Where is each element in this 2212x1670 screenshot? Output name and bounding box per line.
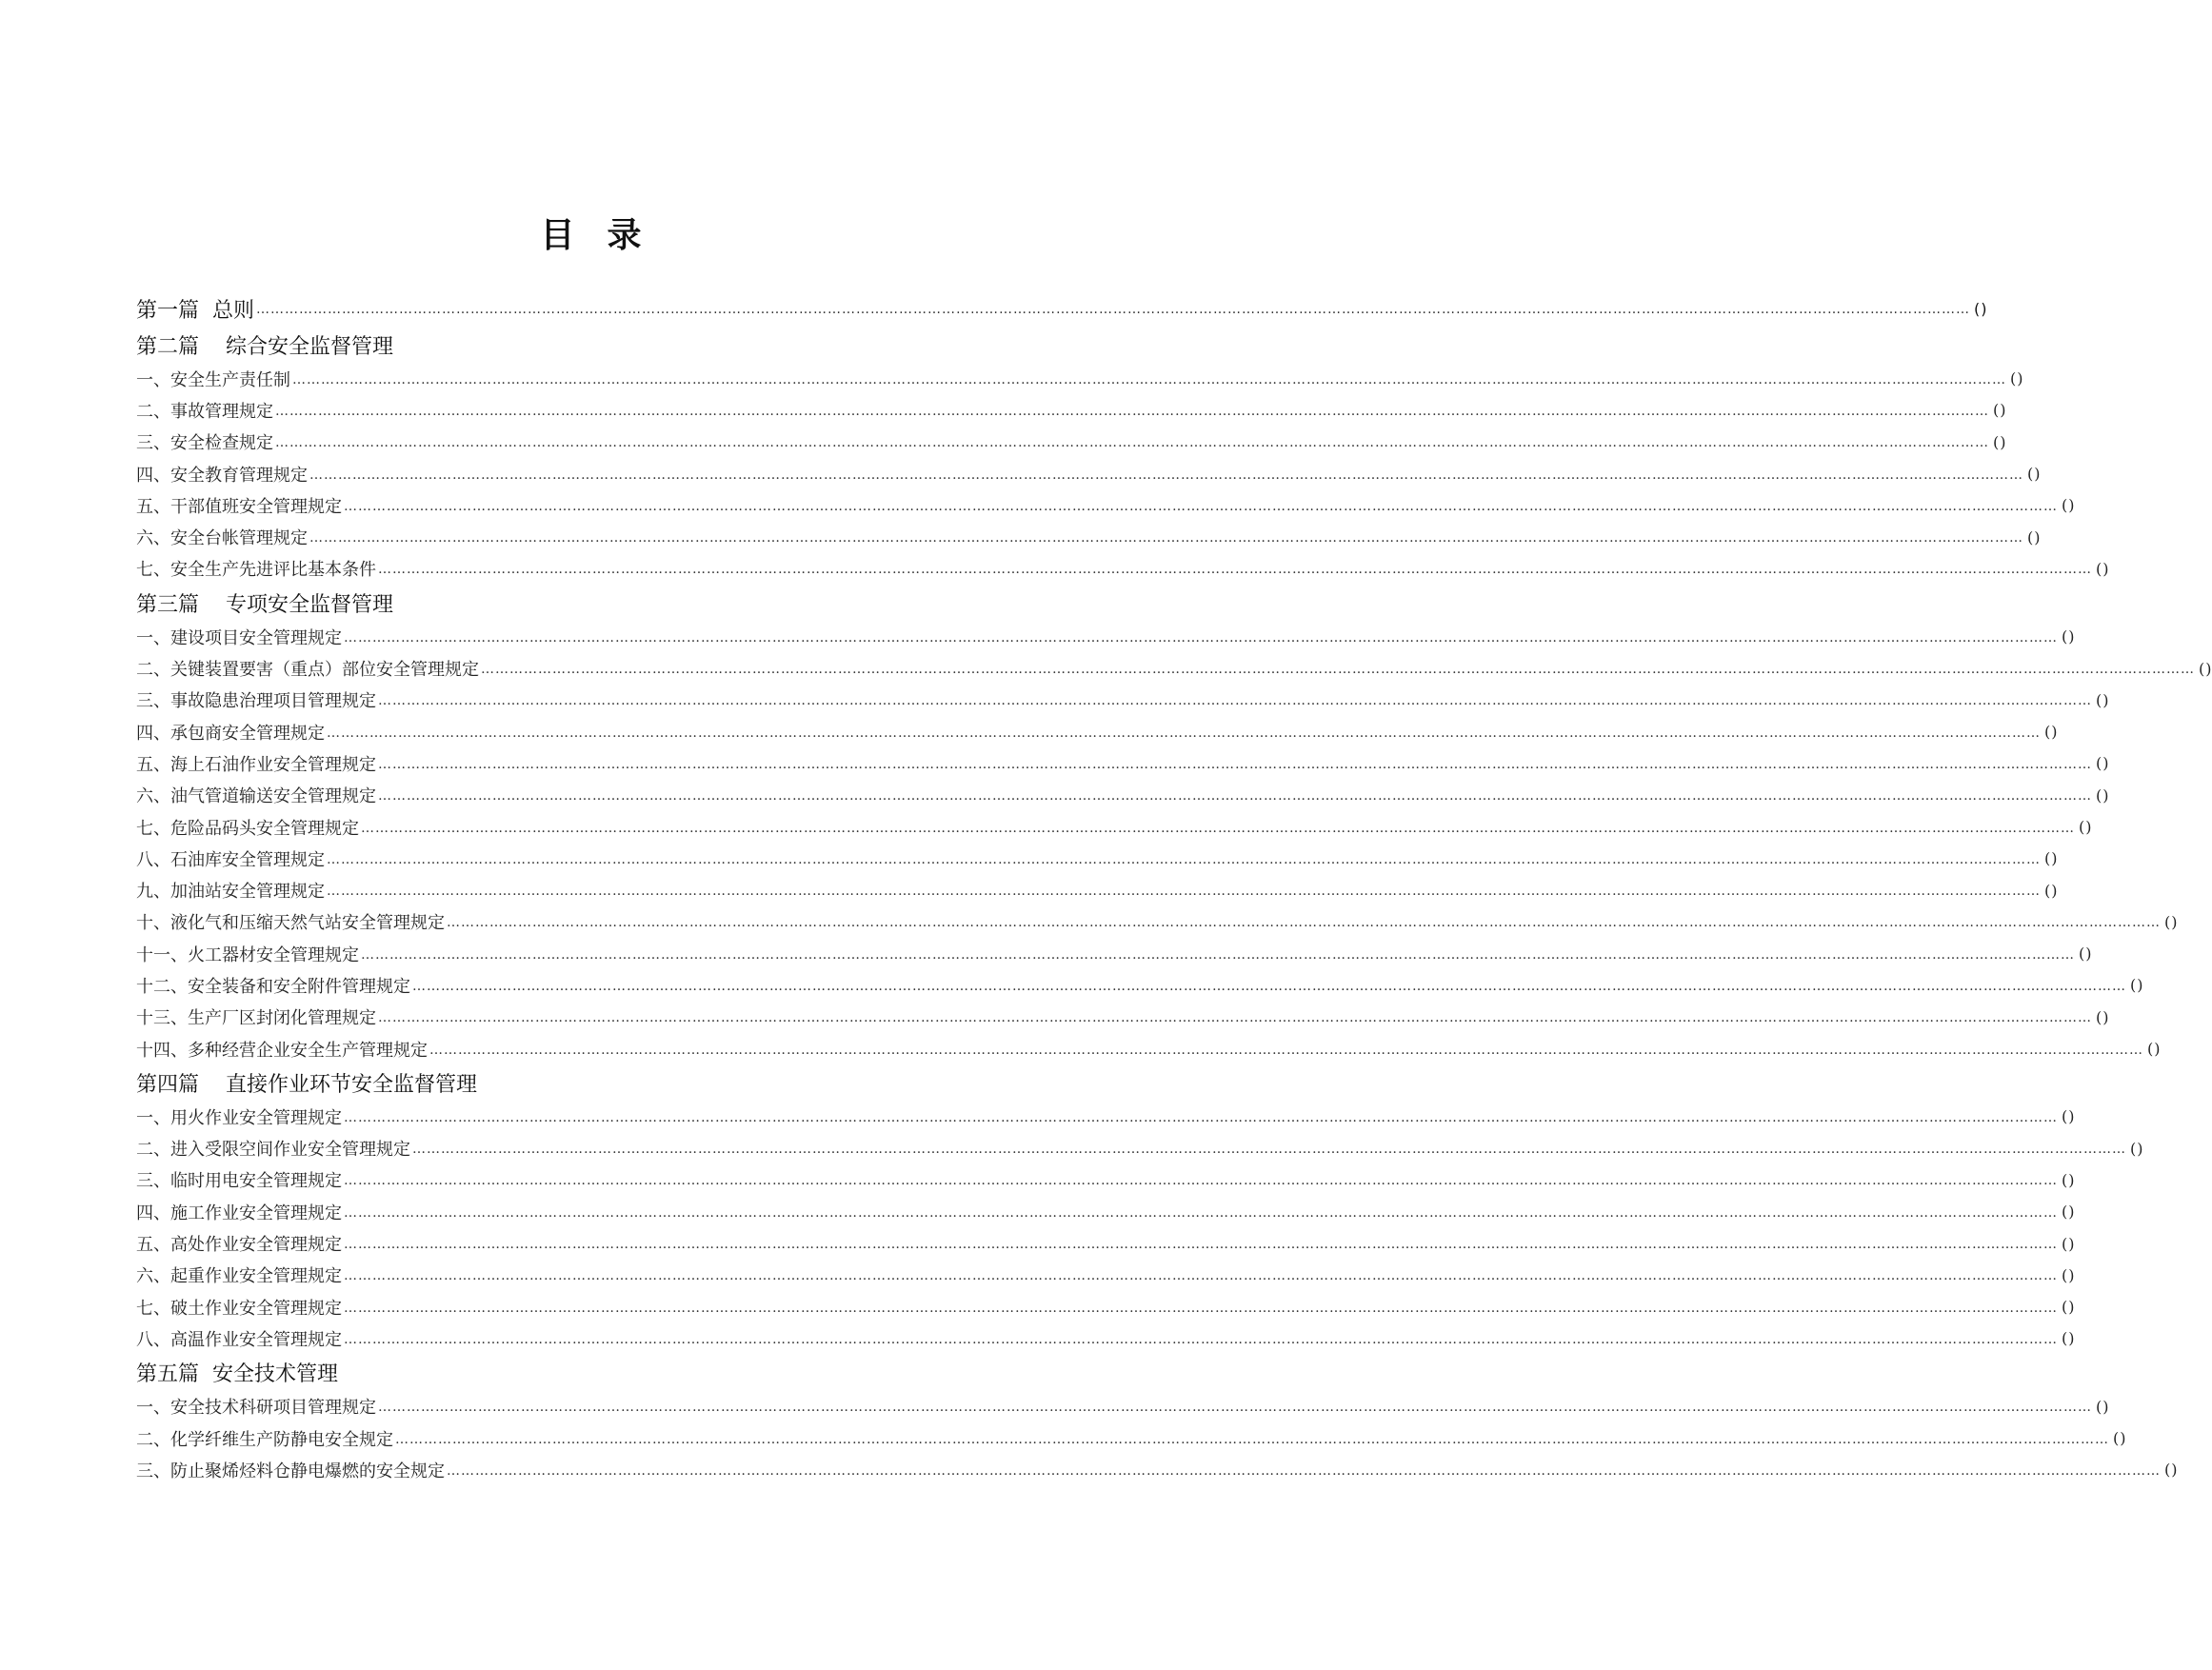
- page-number-placeholder: (): [2044, 723, 2059, 742]
- dot-leader: ………………………………………………………………………………………………………………………………………………………………………………………………………………………………………………………………………………………………………………………………: [344, 1268, 2058, 1284]
- toc-entry-label: 十三、生产厂区封闭化管理规定: [136, 1008, 376, 1029]
- toc-entry: [136, 874, 2059, 905]
- toc-entry: [136, 780, 2110, 811]
- dot-leader: ………………………………………………………………………………………………………………………………………………………………………………………………………………………………………………………………………………………………………………………………: [378, 756, 2092, 772]
- page-number-placeholder: (): [2044, 849, 2059, 868]
- toc-entry: [136, 427, 2007, 458]
- toc-entry-label: 五、干部值班安全管理规定: [136, 496, 342, 517]
- toc-entry: [136, 621, 2076, 652]
- toc-entry-label: 三、防止聚烯烃料仓静电爆燃的安全规定: [136, 1461, 445, 1481]
- toc-entry-label: 一、建设项目安全管理规定: [136, 627, 342, 648]
- dot-leader: ………………………………………………………………………………………………………………………………………………………………………………………………………………………………………………………………………………………………………………………………: [378, 693, 2092, 709]
- toc-entry-label: 四、施工作业安全管理规定: [136, 1203, 342, 1223]
- toc-entry: [136, 1454, 2179, 1485]
- dot-leader: ………………………………………………………………………………………………………………………………………………………………………………………………………………………………………………………………………………………………………………………………: [378, 788, 2092, 805]
- dot-leader: ………………………………………………………………………………………………………………………………………………………………………………………………………………………………………………………………………………………………………………………………: [309, 530, 2023, 547]
- page-number-placeholder: (): [2062, 1329, 2076, 1348]
- page-title: 目录: [540, 216, 674, 255]
- toc-entry-label: 四、承包商安全管理规定: [136, 723, 325, 744]
- dot-leader: ………………………………………………………………………………………………………………………………………………………………………………………………………………………………………………………………………………………………………………………………: [327, 725, 2041, 741]
- toc-entry-label: 八、石油库安全管理规定: [136, 849, 325, 870]
- section-title: 安全技术管理: [212, 1362, 339, 1387]
- toc-entry-label: 四、安全教育管理规定: [136, 465, 308, 486]
- dot-leader: ………………………………………………………………………………………………………………………………………………………………………………………………………………………………………………………………………………………………………………………………: [481, 662, 2195, 678]
- dot-leader: ………………………………………………………………………………………………………………………………………………………………………………………………………………………………………………………………………………………………………………………………: [275, 403, 1989, 419]
- page-number-placeholder: (): [2199, 659, 2212, 678]
- toc-entry: [136, 969, 2144, 1001]
- page-number-placeholder: (): [2062, 1234, 2076, 1253]
- dot-leader: ………………………………………………………………………………………………………………………………………………………………………………………………………………………………………………………………………………………………………………………………: [275, 435, 1989, 451]
- toc-entry-label: 二、关键装置要害（重点）部位安全管理规定: [136, 660, 479, 681]
- section-part-number: 第二篇: [136, 334, 200, 359]
- toc-entry-label: 七、危险品码头安全管理规定: [136, 818, 359, 839]
- page-number-placeholder: (): [2096, 785, 2110, 805]
- dot-leader: ………………………………………………………………………………………………………………………………………………………………………………………………………………………………………………………………………………………………………………………………: [378, 562, 2092, 578]
- toc-entry-label: 七、破土作业安全管理规定: [136, 1298, 342, 1319]
- toc-entry: [136, 1164, 2076, 1196]
- section-title: 专项安全监督管理: [226, 592, 394, 617]
- toc-entry-label: 二、事故管理规定: [136, 401, 273, 422]
- page-number-placeholder: (): [2062, 1265, 2076, 1284]
- toc-entry: [136, 811, 2093, 843]
- toc-entry: [136, 1291, 2076, 1322]
- toc-entry: [136, 906, 2179, 938]
- section-part-number: 第三篇: [136, 592, 200, 617]
- toc-entry: [136, 652, 2212, 684]
- page-number-placeholder: (): [2062, 1170, 2076, 1189]
- dot-leader: ………………………………………………………………………………………………………………………………………………………………………………………………………………………………………………………………………………………………………………………………: [412, 1142, 2126, 1158]
- toc-entry: [136, 843, 2059, 874]
- page-number-placeholder: (): [2164, 912, 2179, 931]
- page-number-placeholder: (): [2027, 527, 2042, 547]
- toc-entry-label: 一、安全生产责任制: [136, 369, 290, 390]
- page-number-placeholder: (): [1974, 299, 1988, 318]
- toc-entry-label: 二、化学纤维生产防静电安全规定: [136, 1429, 393, 1450]
- toc-entry: [136, 1260, 2076, 1291]
- page-number-placeholder: (): [2096, 754, 2110, 773]
- section-part-number: 第五篇: [136, 1362, 200, 1387]
- dot-leader: ………………………………………………………………………………………………………………………………………………………………………………………………………………………………………………………………………………………………………………………………: [344, 1204, 2058, 1221]
- page-number-placeholder: (): [2164, 1461, 2179, 1480]
- page-number-placeholder: (): [2010, 369, 2024, 388]
- dot-leader: ………………………………………………………………………………………………………………………………………………………………………………………………………………………………………………………………………………………………………………………………: [292, 371, 2006, 388]
- toc-entry-label: 七、安全生产先进评比基本条件: [136, 560, 376, 581]
- section-heading: [136, 585, 1033, 621]
- toc-entry: [136, 716, 2059, 747]
- toc-entry: [136, 1133, 2144, 1164]
- toc-entry-label: 一、用火作业安全管理规定: [136, 1107, 342, 1128]
- toc-entry: [136, 394, 2007, 426]
- toc-entry-label: 五、海上石油作业安全管理规定: [136, 754, 376, 775]
- dot-leader: ………………………………………………………………………………………………………………………………………………………………………………………………………………………………………………………………………………………………………………………………: [412, 978, 2126, 994]
- dot-leader: ………………………………………………………………………………………………………………………………………………………………………………………………………………………………………………………………………………………………………………………………: [327, 851, 2041, 867]
- dot-leader: ………………………………………………………………………………………………………………………………………………………………………………………………………………………………………………………………………………………………………………………………: [395, 1431, 2109, 1447]
- dot-leader: ………………………………………………………………………………………………………………………………………………………………………………………………………………………………………………………………………………………………………………………………: [344, 1237, 2058, 1253]
- dot-leader: ………………………………………………………………………………………………………………………………………………………………………………………………………………………………………………………………………………………………………………………………: [361, 946, 2075, 963]
- section-heading: [136, 290, 1988, 327]
- section-heading: [136, 327, 1033, 363]
- toc-entry-label: 六、起重作业安全管理规定: [136, 1266, 342, 1287]
- dot-leader: ………………………………………………………………………………………………………………………………………………………………………………………………………………………………………………………………………………………………………………………………: [327, 884, 2041, 900]
- toc-entry-label: 三、事故隐患治理项目管理规定: [136, 691, 376, 712]
- toc-entry: [136, 1322, 2076, 1354]
- toc-entry: [136, 1101, 2076, 1132]
- page-number-placeholder: (): [2062, 1107, 2076, 1126]
- page-number-placeholder: (): [2062, 627, 2076, 646]
- toc-entry: [136, 938, 2093, 969]
- dot-leader: ………………………………………………………………………………………………………………………………………………………………………………………………………………………………………………………………………………………………………………………………: [344, 1331, 2058, 1347]
- section-title: 直接作业环节安全监督管理: [226, 1072, 478, 1097]
- toc-entry: [136, 1196, 2076, 1227]
- dot-leader: ………………………………………………………………………………………………………………………………………………………………………………………………………………………………………………………………………………………………………………………………: [378, 1400, 2092, 1416]
- section-heading: [136, 1355, 1033, 1391]
- toc-entry-label: 十一、火工器材安全管理规定: [136, 944, 359, 965]
- toc-entry-label: 五、高处作业安全管理规定: [136, 1235, 342, 1256]
- toc-entry-label: 十四、多种经营企业安全生产管理规定: [136, 1040, 428, 1061]
- toc-entry-label: 六、安全台帐管理规定: [136, 528, 308, 549]
- page-number-placeholder: (): [2147, 1040, 2162, 1059]
- toc-entry-label: 三、安全检查规定: [136, 433, 273, 454]
- toc-entry-label: 十二、安全装备和安全附件管理规定: [136, 976, 410, 997]
- dot-leader: ………………………………………………………………………………………………………………………………………………………………………………………………………………………………………………………………………………………………………………………………: [309, 467, 2023, 483]
- section-part-number: 第一篇: [136, 298, 200, 323]
- page-number-placeholder: (): [2062, 1298, 2076, 1317]
- page-number-placeholder: (): [2113, 1429, 2127, 1448]
- dot-leader: ………………………………………………………………………………………………………………………………………………………………………………………………………………………………………………………………………………………………………………………………: [344, 1300, 2058, 1316]
- toc-entry-label: 一、安全技术科研项目管理规定: [136, 1398, 376, 1419]
- dot-leader: ………………………………………………………………………………………………………………………………………………………………………………………………………………………………………………………………………………………………………………………………: [256, 302, 1971, 317]
- toc-entry: [136, 1391, 2110, 1422]
- toc-entry-label: 三、临时用电安全管理规定: [136, 1171, 342, 1192]
- toc-entry-label: 八、高温作业安全管理规定: [136, 1329, 342, 1350]
- toc-entry: [136, 1227, 2076, 1259]
- toc-entry: [136, 747, 2110, 779]
- toc-entry-label: 二、进入受限空间作业安全管理规定: [136, 1140, 410, 1161]
- dot-leader: ………………………………………………………………………………………………………………………………………………………………………………………………………………………………………………………………………………………………………………………………: [344, 1109, 2058, 1125]
- toc-entry: [136, 1033, 2162, 1064]
- section-title: 综合安全监督管理: [226, 334, 394, 359]
- page-number-placeholder: (): [2096, 690, 2110, 709]
- page-number-placeholder: (): [1993, 432, 2007, 451]
- page-number-placeholder: (): [2079, 944, 2093, 964]
- toc-entry-label: 十、液化气和压缩天然气站安全管理规定: [136, 913, 445, 934]
- toc-entry: [136, 1422, 2127, 1454]
- page-number-placeholder: (): [2079, 818, 2093, 836]
- page-number-placeholder: (): [2096, 559, 2110, 578]
- toc-entry: [136, 521, 2042, 552]
- page-number-placeholder: (): [2062, 496, 2076, 515]
- dot-leader: ………………………………………………………………………………………………………………………………………………………………………………………………………………………………………………………………………………………………………………………………: [344, 629, 2058, 646]
- toc-entry: [136, 363, 2024, 394]
- toc-entry: [136, 458, 2042, 489]
- toc-entry: [136, 553, 2110, 585]
- section-part-number: 第四篇: [136, 1072, 200, 1097]
- toc-entry: [136, 1002, 2110, 1033]
- dot-leader: ………………………………………………………………………………………………………………………………………………………………………………………………………………………………………………………………………………………………………………………………: [447, 915, 2161, 931]
- dot-leader: ………………………………………………………………………………………………………………………………………………………………………………………………………………………………………………………………………………………………………………………………: [447, 1462, 2161, 1479]
- dot-leader: ………………………………………………………………………………………………………………………………………………………………………………………………………………………………………………………………………………………………………………………………: [344, 498, 2058, 514]
- toc-entry-label: 六、油气管道输送安全管理规定: [136, 786, 376, 807]
- page-number-placeholder: (): [2044, 881, 2059, 900]
- page-number-placeholder: (): [2130, 1139, 2144, 1158]
- page-number-placeholder: (): [2062, 1203, 2076, 1222]
- page-number-placeholder: (): [2130, 976, 2144, 995]
- page-number-placeholder: (): [2096, 1007, 2110, 1026]
- toc-entry-label: 九、加油站安全管理规定: [136, 882, 325, 903]
- toc-entry: [136, 489, 2076, 521]
- dot-leader: ………………………………………………………………………………………………………………………………………………………………………………………………………………………………………………………………………………………………………………………………: [344, 1173, 2058, 1189]
- section-heading: [136, 1064, 1033, 1101]
- section-title: 总则: [212, 298, 255, 323]
- page-number-placeholder: (): [2096, 1397, 2110, 1416]
- page-number-placeholder: (): [1993, 401, 2007, 420]
- dot-leader: ………………………………………………………………………………………………………………………………………………………………………………………………………………………………………………………………………………………………………………………………: [361, 820, 2075, 836]
- toc-entry: [136, 685, 2110, 716]
- dot-leader: ………………………………………………………………………………………………………………………………………………………………………………………………………………………………………………………………………………………………………………………………: [429, 1042, 2143, 1058]
- page-number-placeholder: (): [2027, 465, 2042, 484]
- table-of-contents: [136, 290, 2212, 1486]
- dot-leader: ………………………………………………………………………………………………………………………………………………………………………………………………………………………………………………………………………………………………………………………………: [378, 1010, 2092, 1026]
